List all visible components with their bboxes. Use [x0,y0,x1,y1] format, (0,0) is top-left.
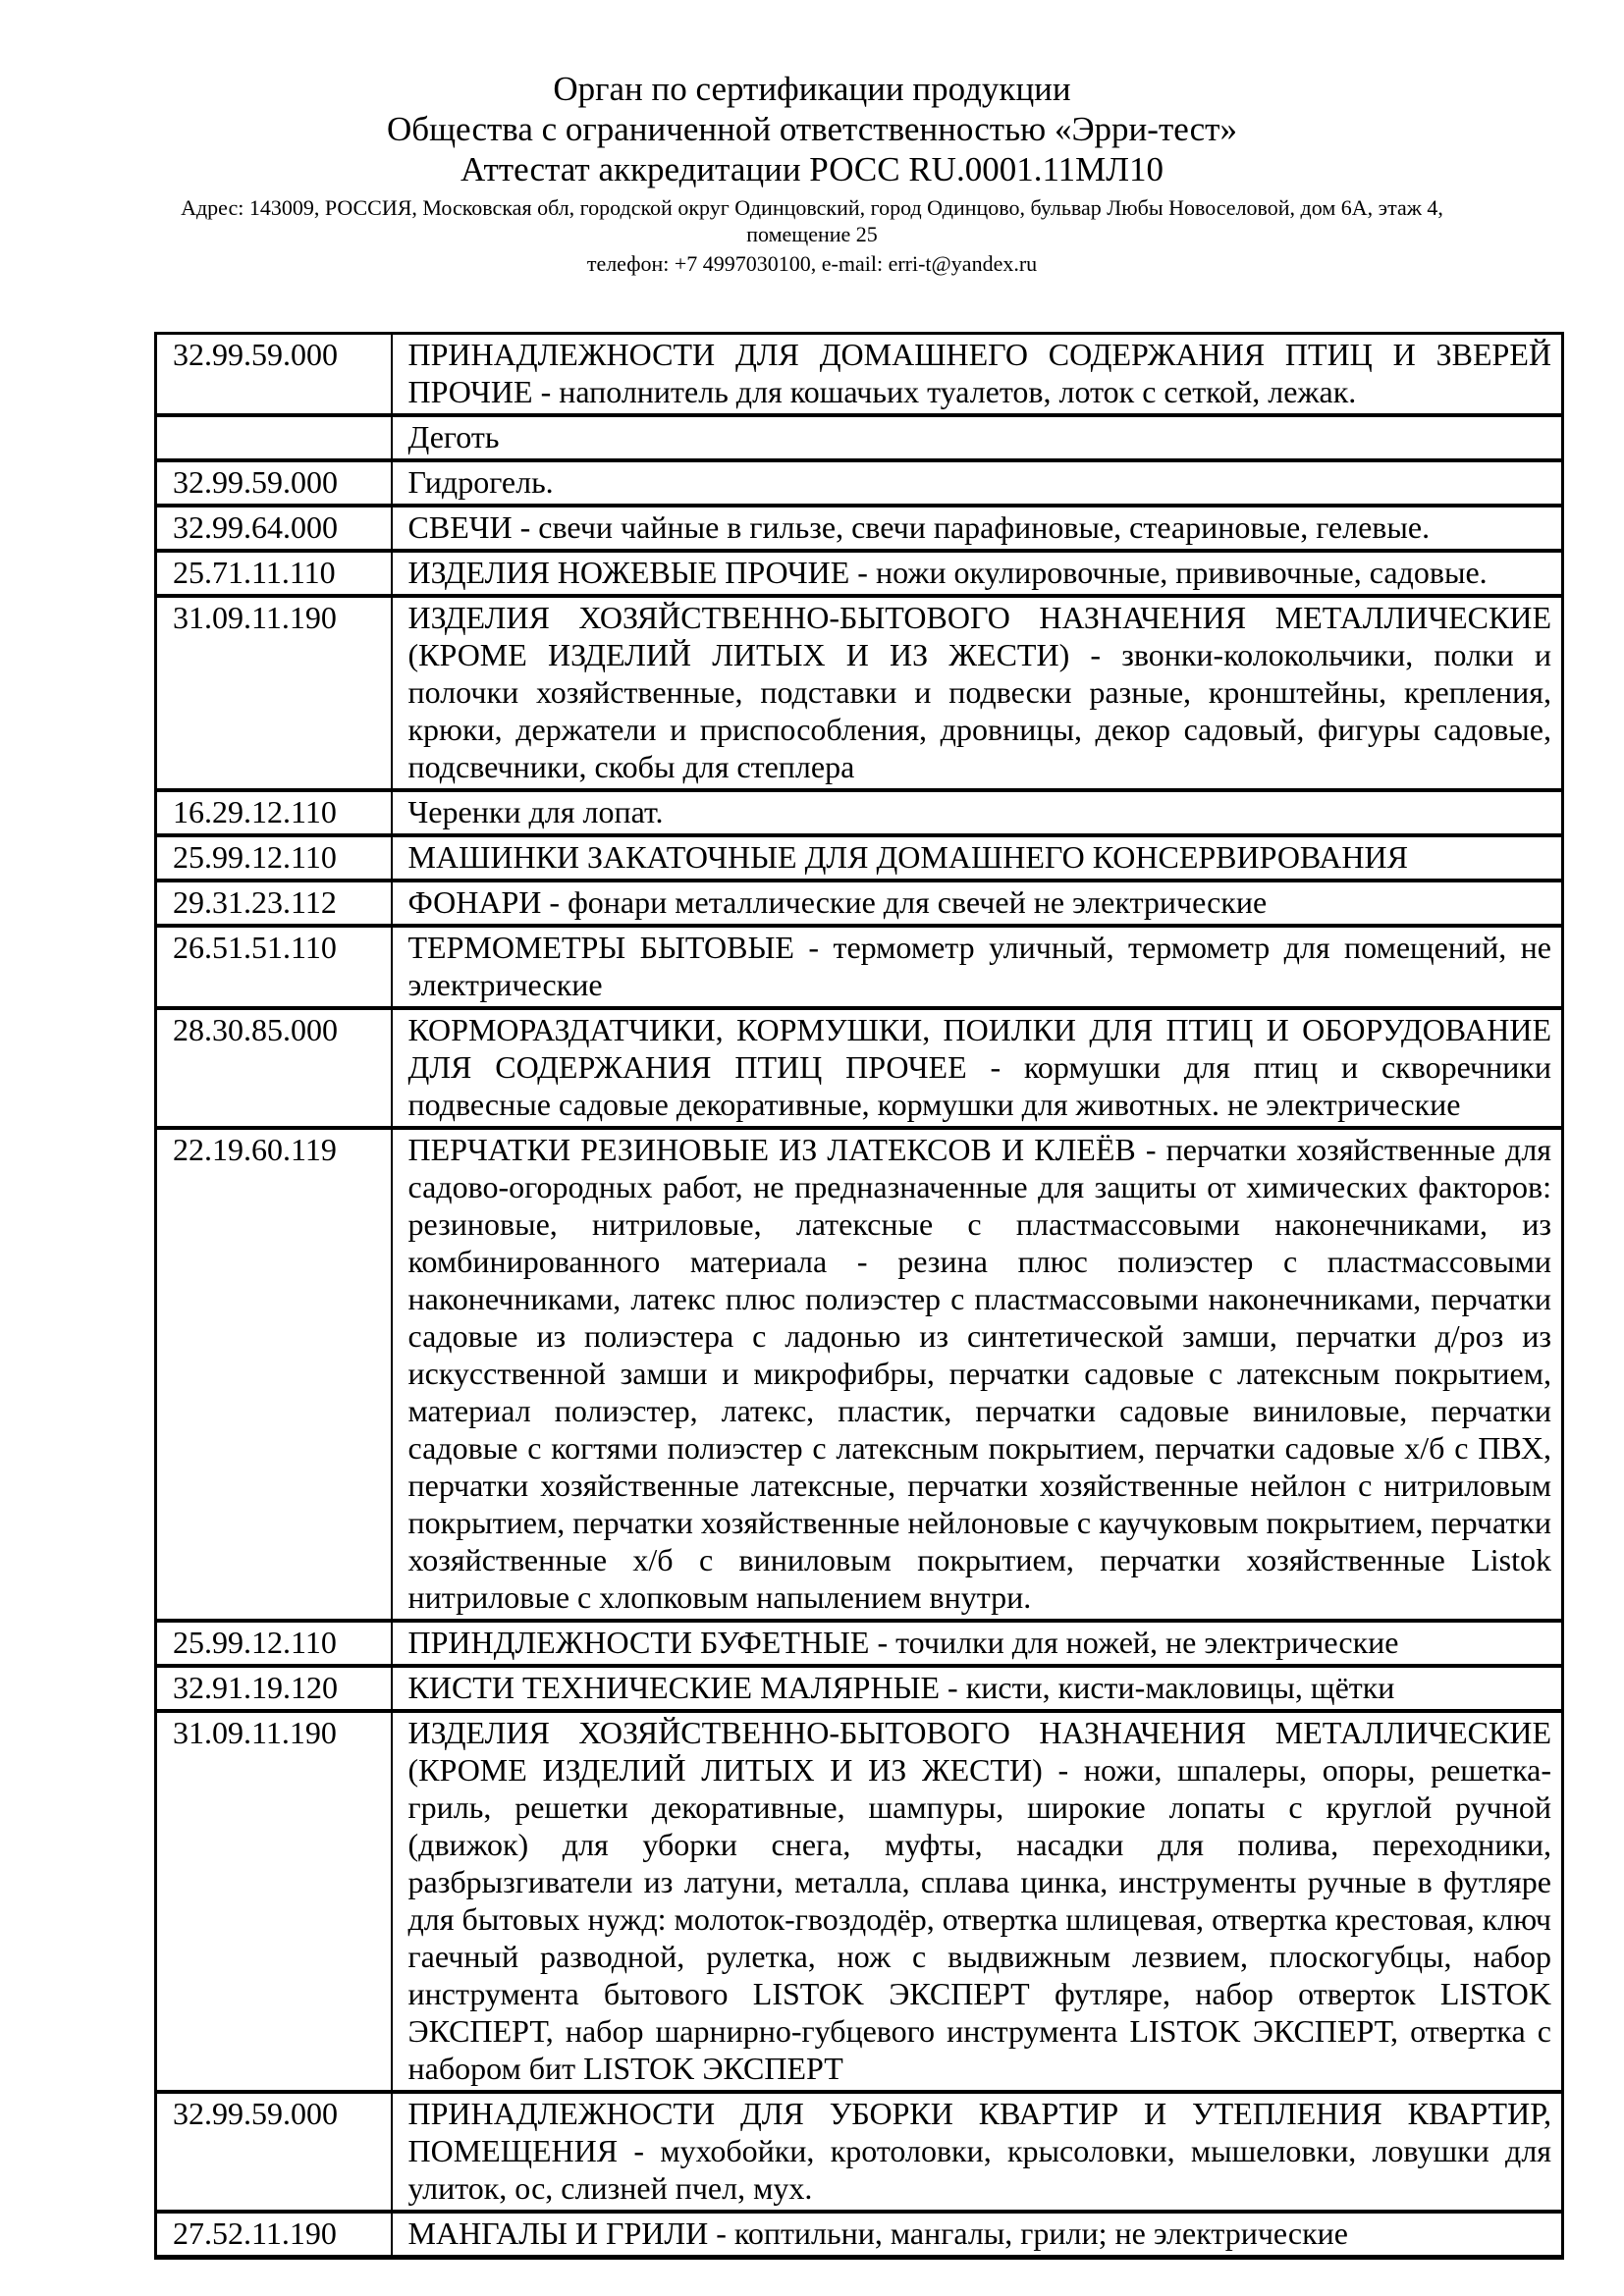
product-desc-cell [392,881,1563,926]
product-code: 31.09.11.190 [173,1715,337,1750]
product-description: - фонари металлические для свечей не электрические [549,884,1268,920]
product-description: - ножи, шпалеры, опоры, решетка-гриль, решетки декоративные, шампуры, широкие лопаты с круглой ручной (движок) для уборки снега, муфты, насадки для полива, переходники, разбрызгиватели из латуни, металла, сплава цинка, инструменты ручные в футляре для бытовых нужд: молоток-гвоздодёр, отвертка шлицевая, отвертка крестовая, ключ гаечный разводной, рулетка, нож с выдвижным лезвием, плоскогубцы, набор инструмента бытового LISTOK ЭКСПЕРТ футляре, набор отверток LISTOK ЭКСПЕРТ, набор шарнирно-губцевого инструмента LISTOK ЭКСПЕРТ, отвертка с набором бит LISTOK ЭКСПЕРТ [407,1752,1552,2086]
product-code-cell [156,2212,392,2258]
product-code-cell [156,415,392,460]
product-description: Деготь [407,419,500,454]
product-code: 29.31.23.112 [173,884,337,920]
org-title-line1: Орган по сертификации продукции [553,70,1071,108]
product-desc-cell [392,2212,1563,2258]
table-row [156,334,1563,416]
product-code: 32.99.64.000 [173,509,338,545]
table-row [156,415,1563,460]
product-category: ПРИНАДЛЕЖНОСТИ ДЛЯ ДОМАШНЕГО СОДЕРЖАНИЯ ПТИЦ И ЗВЕРЕЙ ПРОЧИЕ [407,337,1551,409]
table-row [156,1008,1563,1128]
product-description: - кормушки для птиц и скворечники подвесные садовые декоративные, кормушки для животных. не электрические [407,1049,1552,1122]
product-code: 32.99.59.000 [173,464,338,500]
product-desc-cell [392,2092,1563,2212]
table-row [156,1711,1563,2092]
product-desc-cell [392,926,1563,1008]
product-desc-cell [392,551,1563,596]
table-row [156,596,1563,790]
document-header [0,0,1624,277]
product-category: ИЗДЕЛИЯ ХОЗЯЙСТВЕННО-БЫТОВОГО НАЗНАЧЕНИЯ МЕТАЛЛИЧЕСКИЕ (КРОМЕ ИЗДЕЛИЙ ЛИТЫХ И ИЗ ЖЕСТИ) [407,1715,1551,1788]
product-description: - свечи чайные в гильзе, свечи парафиновые, стеариновые, гелевые. [519,509,1431,545]
product-description: - наполнитель для кошачьих туалетов, лоток с сеткой, лежак. [540,374,1357,409]
product-code: 22.19.60.119 [173,1132,337,1167]
product-code-cell [156,551,392,596]
product-desc-cell [392,334,1563,416]
org-title-line2: Общества с ограниченной ответственностью «Эрри-тест» [387,110,1237,148]
product-code-cell [156,596,392,790]
product-code-cell [156,334,392,416]
product-code-cell [156,506,392,551]
org-address: Адрес: 143009, РОССИЯ, Московская обл, городской округ Одинцовский, город Одинцово, бульвар Любы Новоселовой, дом 6А, этаж 4, помещение 25 [181,195,1443,246]
product-code-cell [156,2092,392,2212]
category-separator [1136,1132,1146,1167]
product-code: 32.99.59.000 [173,337,338,372]
product-desc-cell [392,596,1563,790]
product-description: - коптильни, мангалы, грили; не электрические [716,2216,1348,2251]
product-code-cell [156,1008,392,1128]
product-category: ФОНАРИ [407,884,542,920]
product-code: 26.51.51.110 [173,930,337,965]
product-category: ИЗДЕЛИЯ ХОЗЯЙСТВЕННО-БЫТОВОГО НАЗНАЧЕНИЯ МЕТАЛЛИЧЕСКИЕ (КРОМЕ ИЗДЕЛИЙ ЛИТЫХ И ИЗ ЖЕСТИ) [407,600,1551,672]
product-code: 28.30.85.000 [173,1012,338,1047]
product-code-cell [156,790,392,835]
product-desc-cell [392,415,1563,460]
product-category: МАШИНКИ ЗАКАТОЧНЫЕ ДЛЯ ДОМАШНЕГО КОНСЕРВИРОВАНИЯ [407,839,1408,875]
category-separator [1043,1752,1058,1788]
product-code: 25.99.12.110 [173,1625,337,1660]
product-description: - звонки-колокольчики, полки и полочки хозяйственные, подставки и подвески разные, кронштейны, крепления, крюки, держатели и приспособления, дровницы, декор садовый, фигуры садовые, подсвечники, скобы для степлера [407,637,1551,784]
product-code-cell [156,926,392,1008]
product-code-cell [156,1621,392,1666]
category-separator [533,374,541,409]
product-code: 16.29.12.110 [173,794,337,829]
table-row [156,2092,1563,2212]
product-code: 31.09.11.190 [173,600,337,635]
product-category: СВЕЧИ [407,509,513,545]
product-description: Черенки для лопат. [407,794,664,829]
accreditation-line: Аттестат аккредитации РОСС RU.0001.11МЛ10 [460,150,1164,188]
category-separator [967,1049,991,1085]
table-row [156,790,1563,835]
product-code-cell [156,835,392,881]
product-desc-cell [392,1008,1563,1128]
table-row [156,1621,1563,1666]
product-desc-cell [392,1666,1563,1711]
product-desc-cell [392,460,1563,506]
product-description: - термометр уличный, термометр для помещений, не электрические [407,930,1552,1002]
table-row [156,835,1563,881]
table-row [156,506,1563,551]
product-desc-cell [392,835,1563,881]
product-code: 25.99.12.110 [173,839,337,875]
product-category: КИСТИ ТЕХНИЧЕСКИЕ МАЛЯРНЫЕ [407,1670,941,1705]
category-separator [940,1670,947,1705]
product-desc-cell [392,790,1563,835]
product-desc-cell [392,1128,1563,1621]
org-contact: телефон: +7 4997030100, e-mail: erri-t@yandex.ru [586,251,1038,276]
category-separator [618,2133,633,2168]
product-table-body [156,334,1563,2258]
product-code: 32.91.19.120 [173,1670,338,1705]
product-desc-cell [392,506,1563,551]
product-category: ПРИНДЛЕЖНОСТИ БУФЕТНЫЕ [407,1625,870,1660]
product-description: - ножи окулировочные, прививочные, садовые. [857,555,1488,590]
product-desc-cell [392,1621,1563,1666]
product-code-cell [156,1128,392,1621]
product-description: - мухобойки, кротоловки, крысоловки, мышеловки, ловушки для улиток, ос, слизней пчел, мух. [407,2133,1552,2206]
table-row [156,2212,1563,2258]
product-desc-cell [392,1711,1563,2092]
category-separator [1069,637,1090,672]
product-code: 32.99.59.000 [173,2096,338,2131]
product-code: 27.52.11.190 [173,2216,337,2251]
product-code-cell [156,460,392,506]
product-description: - перчатки хозяйственные для садово-огородных работ, не предназначенные для защиты от химических факторов: резиновые, нитриловые, латексные с пластмассовыми наконечниками, из комбинированного материала - резина плюс полиэстер с пластмассовыми наконечниками, латекс плюс полиэстер с пластмассовыми наконечниками, перчатки садовые из полиэстера с ладонью из синтетической замши, перчатки д/роз из искусственной замши и микрофибры, перчатки садовые с латексным покрытием, материал полиэстер, латекс, пластик, перчатки садовые виниловые, перчатки садовые с когтями полиэстер с латексным покрытием, перчатки садовые х/б с ПВХ, перчатки хозяйственные латексные, перчатки хозяйственные нейлон с нитриловым покрытием, перчатки хозяйственные нейлоновые с каучуковым покрытием, перчатки хозяйственные х/б с виниловым покрытием, перчатки хозяйственные Listok нитриловые с хлопковым напылением внутри. [407,1132,1552,1615]
table-row [156,926,1563,1008]
product-description: - точилки для ножей, не электрические [877,1625,1399,1660]
product-category: КОРМОРАЗДАТЧИКИ, КОРМУШКИ, ПОИЛКИ ДЛЯ ПТИЦ И ОБОРУДОВАНИЕ ДЛЯ СОДЕРЖАНИЯ ПТИЦ ПРОЧЕЕ [407,1012,1551,1085]
product-category: МАНГАЛЫ И ГРИЛИ [407,2216,709,2251]
product-code-cell [156,1711,392,2092]
category-separator [794,930,808,965]
product-category: ИЗДЕЛИЯ НОЖЕВЫЕ ПРОЧИЕ [407,555,850,590]
table-row [156,1128,1563,1621]
category-separator [513,509,520,545]
product-description: Гидрогель. [407,464,554,500]
product-category: ПЕРЧАТКИ РЕЗИНОВЫЕ ИЗ ЛАТЕКСОВ И КЛЕЁВ [407,1132,1136,1167]
table-row [156,881,1563,926]
product-code: 25.71.11.110 [173,555,336,590]
table-row [156,1666,1563,1711]
product-category: ТЕРМОМЕТРЫ БЫТОВЫЕ [407,930,794,965]
table-row [156,460,1563,506]
product-description: - кисти, кисти-макловицы, щётки [947,1670,1395,1705]
product-table [154,332,1564,2260]
product-code-cell [156,881,392,926]
product-code-cell [156,1666,392,1711]
table-row [156,551,1563,596]
product-category: ПРИНАДЛЕЖНОСТИ ДЛЯ УБОРКИ КВАРТИР И УТЕПЛЕНИЯ КВАРТИР, ПОМЕЩЕНИЯ [407,2096,1551,2168]
